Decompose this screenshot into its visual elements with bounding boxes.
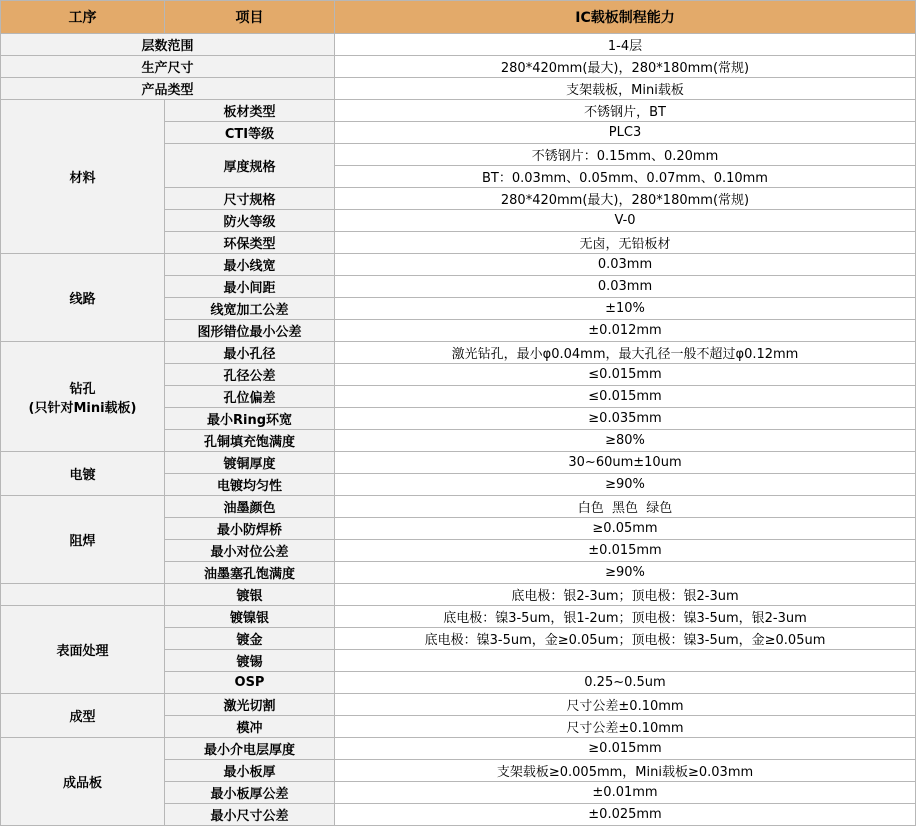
item-label: 最小线宽	[165, 254, 335, 276]
table-row	[1, 254, 916, 276]
header-capability: IC载板制程能力	[335, 1, 916, 34]
item-label: 板材类型	[165, 100, 335, 122]
header-row	[1, 1, 916, 34]
table-row	[1, 78, 916, 100]
item-value: 0.25~0.5um	[335, 672, 916, 694]
item-label: 模冲	[165, 716, 335, 738]
row-value: 1-4层	[335, 34, 916, 56]
table-row	[1, 34, 916, 56]
item-value: 支架载板≥0.005mm，Mini载板≥0.03mm	[335, 760, 916, 782]
item-label: 厚度规格	[165, 144, 335, 188]
item-value: ≤0.015mm	[335, 386, 916, 408]
category-drill-line1: 钻孔	[69, 381, 96, 397]
item-value: ≥90%	[335, 474, 916, 496]
item-value: 不锈钢片：0.15mm、0.20mm	[335, 144, 916, 166]
item-label: 电镀均匀性	[165, 474, 335, 496]
item-label: 油墨颜色	[165, 496, 335, 518]
item-label: 镀镍银	[165, 606, 335, 628]
item-label: 最小板厚公差	[165, 782, 335, 804]
item-label: 镀锡	[165, 650, 335, 672]
table-row	[1, 100, 916, 122]
item-label: 孔铜填充饱满度	[165, 430, 335, 452]
item-label: 最小间距	[165, 276, 335, 298]
category-empty	[1, 584, 165, 606]
item-value: 尺寸公差±0.10mm	[335, 694, 916, 716]
item-label: 镀银	[165, 584, 335, 606]
item-label: 激光切割	[165, 694, 335, 716]
item-label: 防火等级	[165, 210, 335, 232]
table-row	[1, 694, 916, 716]
item-label: 最小孔径	[165, 342, 335, 364]
item-value: ±0.012mm	[335, 320, 916, 342]
item-value: 不锈钢片，BT	[335, 100, 916, 122]
category-plating: 电镀	[1, 452, 165, 496]
item-value: V-0	[335, 210, 916, 232]
item-value: 底电极：镍3-5um，金≥0.05um；顶电极：镍3-5um，金≥0.05um	[335, 628, 916, 650]
table-row	[1, 606, 916, 628]
item-label: 镀金	[165, 628, 335, 650]
item-label: 镀铜厚度	[165, 452, 335, 474]
row-value: 支架载板，Mini载板	[335, 78, 916, 100]
row-label: 产品类型	[1, 78, 335, 100]
row-label: 层数范围	[1, 34, 335, 56]
item-value: ≥90%	[335, 562, 916, 584]
table-row	[1, 56, 916, 78]
table-row	[1, 452, 916, 474]
header-process: 工序	[1, 1, 165, 34]
item-label: 环保类型	[165, 232, 335, 254]
category-final: 成品板	[1, 738, 165, 826]
item-label: OSP	[165, 672, 335, 694]
item-value: ≤0.015mm	[335, 364, 916, 386]
header-item: 项目	[165, 1, 335, 34]
item-label: 最小尺寸公差	[165, 804, 335, 826]
item-value: 尺寸公差±0.10mm	[335, 716, 916, 738]
item-label: CTI等级	[165, 122, 335, 144]
item-label: 最小介电层厚度	[165, 738, 335, 760]
category-circuit: 线路	[1, 254, 165, 342]
row-label: 生产尺寸	[1, 56, 335, 78]
item-value: PLC3	[335, 122, 916, 144]
table-row	[1, 584, 916, 606]
item-value: 0.03mm	[335, 276, 916, 298]
item-label: 最小防焊桥	[165, 518, 335, 540]
item-value: ±0.01mm	[335, 782, 916, 804]
item-value: ≥0.05mm	[335, 518, 916, 540]
item-value: ≥80%	[335, 430, 916, 452]
category-mask: 阻焊	[1, 496, 165, 584]
category-drill	[1, 342, 165, 452]
item-value: 白色 黑色 绿色	[335, 496, 916, 518]
item-value: 底电极：银2-3um；顶电极：银2-3um	[335, 584, 916, 606]
item-label: 最小板厚	[165, 760, 335, 782]
item-value: ±0.025mm	[335, 804, 916, 826]
item-label: 图形错位最小公差	[165, 320, 335, 342]
table-row	[1, 342, 916, 364]
row-value: 280*420mm(最大)，280*180mm(常规)	[335, 56, 916, 78]
item-label: 最小Ring环宽	[165, 408, 335, 430]
item-value: ≥0.035mm	[335, 408, 916, 430]
item-value: BT：0.03mm、0.05mm、0.07mm、0.10mm	[335, 166, 916, 188]
item-value: ≥0.015mm	[335, 738, 916, 760]
item-value	[335, 650, 916, 672]
category-material: 材料	[1, 100, 165, 254]
item-value: 0.03mm	[335, 254, 916, 276]
item-value: ±0.015mm	[335, 540, 916, 562]
item-label: 孔径公差	[165, 364, 335, 386]
table-row	[1, 496, 916, 518]
item-label: 尺寸规格	[165, 188, 335, 210]
item-value: 激光钻孔，最小φ0.04mm，最大孔径一般不超过φ0.12mm	[335, 342, 916, 364]
item-label: 油墨塞孔饱满度	[165, 562, 335, 584]
category-forming: 成型	[1, 694, 165, 738]
item-label: 线宽加工公差	[165, 298, 335, 320]
item-label: 最小对位公差	[165, 540, 335, 562]
item-value: 底电极：镍3-5um，银1-2um；顶电极：镍3-5um，银2-3um	[335, 606, 916, 628]
item-value: 无卤，无铅板材	[335, 232, 916, 254]
category-surface: 表面处理	[1, 606, 165, 694]
table-row	[1, 738, 916, 760]
item-value: ±10%	[335, 298, 916, 320]
item-label: 孔位偏差	[165, 386, 335, 408]
item-value: 30~60um±10um	[335, 452, 916, 474]
category-drill-line2: (只针对Mini载板)	[28, 400, 137, 416]
item-value: 280*420mm(最大)，280*180mm(常规)	[335, 188, 916, 210]
